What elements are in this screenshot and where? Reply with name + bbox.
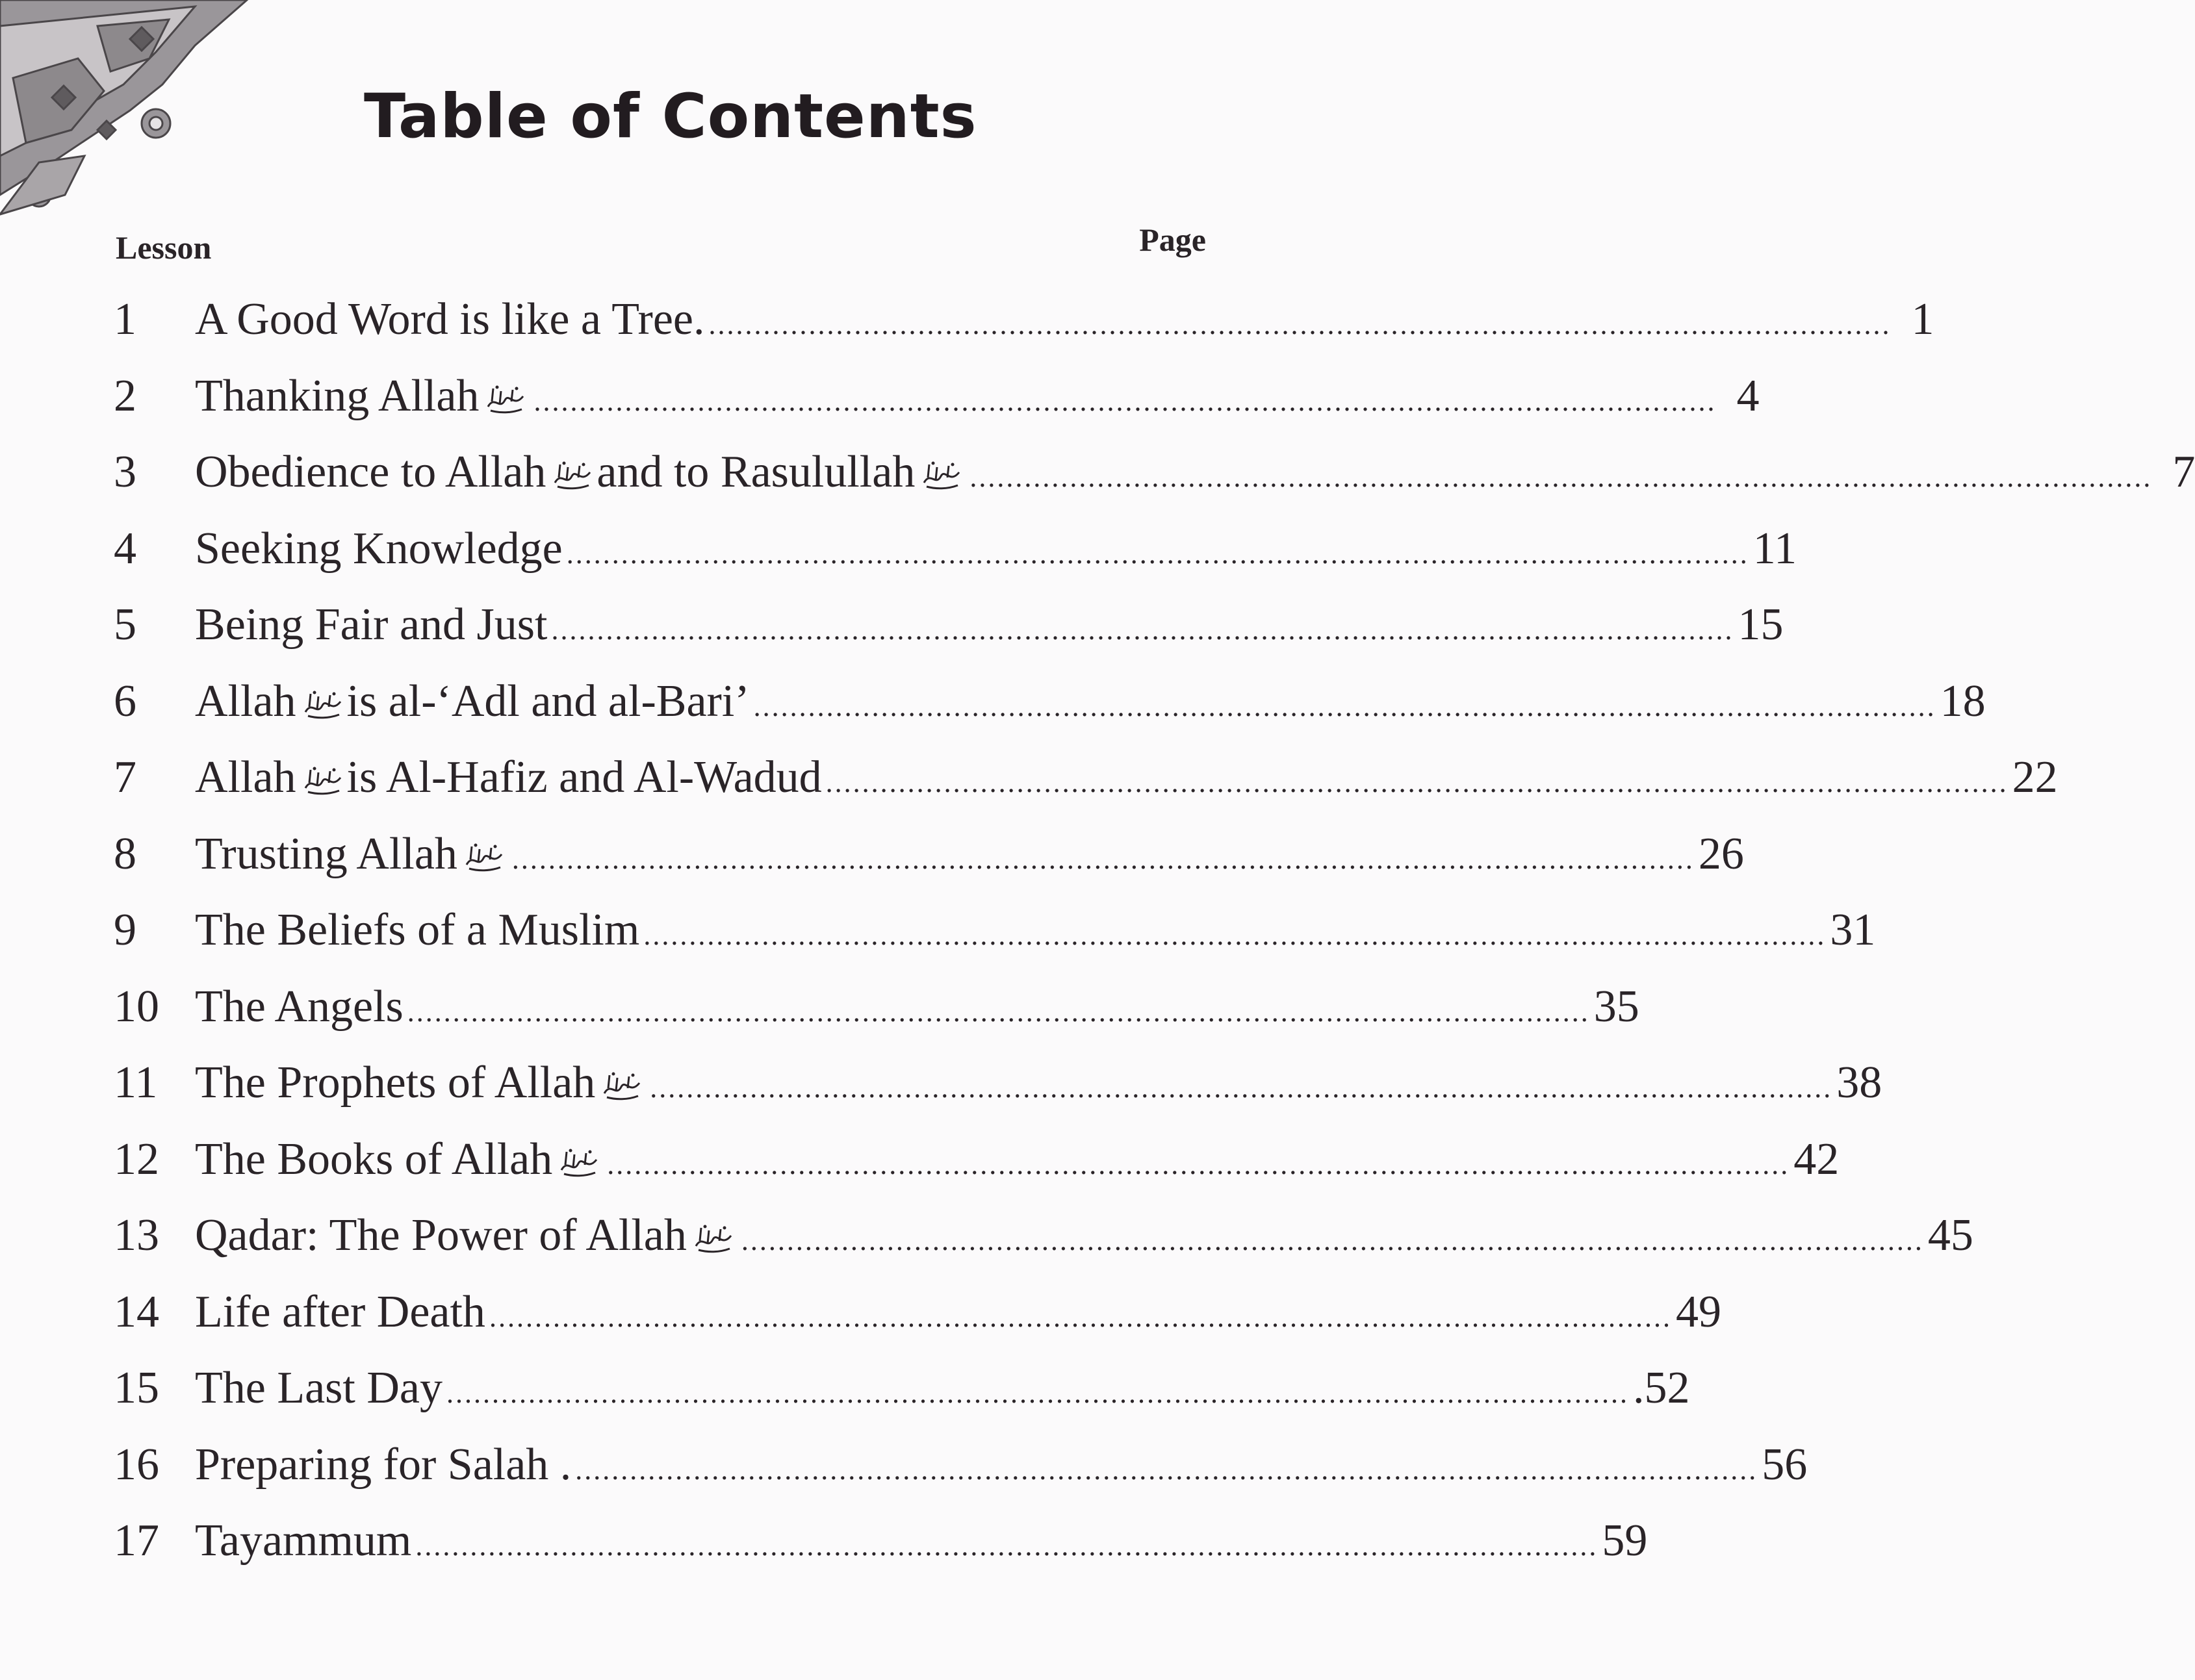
lesson-title-text: The Last Day xyxy=(195,1363,443,1413)
dot-leader: .................................................................................................................................. xyxy=(969,461,2153,493)
dot-leader: .................................................................................................................................. xyxy=(489,1301,1672,1333)
dot-leader: .................................................................................................................................. xyxy=(607,1148,1790,1180)
lesson-number: 8 xyxy=(114,828,136,879)
dot-leader: .................................................................................................................................. xyxy=(407,995,1590,1028)
page-number: 49 xyxy=(1675,1286,1721,1337)
lesson-title-text: The Angels xyxy=(195,981,404,1032)
lesson-title-text: Obedience to Allah xyxy=(195,447,546,497)
lesson-number: 3 xyxy=(114,447,136,497)
islamic-geometric-ornament-icon xyxy=(0,0,273,234)
subhanahu-calligraphy-icon xyxy=(693,1221,734,1254)
lesson-title xyxy=(195,1134,603,1186)
lesson-title-text: Preparing for Salah . xyxy=(195,1439,572,1490)
lesson-number: 16 xyxy=(114,1439,159,1490)
page-number: 45 xyxy=(1927,1210,1973,1260)
lesson-title xyxy=(195,599,547,651)
page-number: 59 xyxy=(1602,1516,1648,1566)
lesson-title-text: The Prophets of Allah xyxy=(195,1058,596,1108)
page-number: 38 xyxy=(1836,1058,1882,1108)
page-number: .52 xyxy=(1632,1363,1690,1413)
toc-entry[interactable] xyxy=(114,523,1797,581)
lesson-title-continued: is al-‘Adl and al-Bari’ xyxy=(346,676,750,726)
page-number: 22 xyxy=(2012,752,2058,802)
lesson-title xyxy=(195,752,822,804)
toc-entry[interactable] xyxy=(114,1362,1690,1421)
page-number: 31 xyxy=(1830,905,1876,955)
lesson-title xyxy=(195,904,639,956)
subhanahu-calligraphy-icon xyxy=(602,1069,642,1101)
lesson-number: 15 xyxy=(114,1363,159,1413)
subhanahu-calligraphy-icon xyxy=(559,1145,599,1178)
lesson-title-text: Being Fair and Just xyxy=(195,600,548,650)
dot-leader: .................................................................................................................................. xyxy=(566,537,1749,570)
lesson-title-continued: and to Rasulullah xyxy=(597,447,916,497)
lesson-title-text: Thanking Allah xyxy=(195,370,480,421)
page-number: 11 xyxy=(1752,523,1797,574)
lesson-title xyxy=(195,446,966,498)
subhanahu-calligraphy-icon xyxy=(303,763,343,796)
dot-leader: .................................................................................................................................. xyxy=(825,767,2009,798)
lesson-title xyxy=(195,676,750,728)
toc-entry[interactable] xyxy=(114,294,1934,352)
toc-entry[interactable] xyxy=(114,1210,1973,1268)
page-number: 4 xyxy=(1736,370,1760,421)
lesson-title xyxy=(195,981,404,1033)
lesson-title xyxy=(195,370,530,422)
page-number: 1 xyxy=(1911,294,1934,344)
toc-entry[interactable] xyxy=(114,446,2195,505)
lesson-title-text: The Books of Allah xyxy=(195,1134,553,1184)
page-title: Table of Contents xyxy=(364,81,977,152)
dot-leader: .................................................................................................................................. xyxy=(708,309,1892,340)
page-number: 26 xyxy=(1698,828,1744,879)
lesson-number: 4 xyxy=(114,523,136,574)
lesson-number: 10 xyxy=(114,981,159,1032)
lesson-title xyxy=(195,828,508,880)
toc-entry[interactable] xyxy=(114,752,2058,810)
page-number: 35 xyxy=(1593,981,1639,1032)
dot-leader: .................................................................................................................................. xyxy=(575,1453,1758,1486)
lesson-number: 9 xyxy=(114,905,136,955)
dot-leader: .................................................................................................................................. xyxy=(753,690,1936,722)
toc-entry[interactable] xyxy=(114,904,1876,963)
lesson-number: 1 xyxy=(114,294,136,344)
dot-leader: .................................................................................................................................. xyxy=(741,1225,1924,1256)
toc-entry[interactable] xyxy=(114,599,1784,657)
lesson-title xyxy=(195,294,704,346)
dot-leader: .................................................................................................................................. xyxy=(533,385,1717,417)
toc-entry[interactable] xyxy=(114,370,1760,429)
subhanahu-calligraphy-icon xyxy=(552,458,593,490)
page-number: 56 xyxy=(1762,1439,1808,1490)
lesson-title xyxy=(195,1439,571,1491)
lesson-title xyxy=(195,523,563,575)
lesson-number: 2 xyxy=(114,370,136,421)
toc-entry[interactable] xyxy=(114,1515,1648,1573)
lesson-title-text: Allah xyxy=(195,676,296,726)
lesson-number: 14 xyxy=(114,1286,159,1337)
lesson-number: 13 xyxy=(114,1210,159,1260)
lesson-title-text: Seeking Knowledge xyxy=(195,523,563,574)
lesson-number: 12 xyxy=(114,1134,159,1184)
salla-allahu-calligraphy-icon xyxy=(921,458,962,490)
lesson-number: 5 xyxy=(114,600,136,650)
lesson-title-text: Life after Death xyxy=(195,1286,485,1337)
dot-leader: .................................................................................................................................. xyxy=(643,919,1827,951)
dot-leader: .................................................................................................................................. xyxy=(551,614,1734,646)
subhanahu-calligraphy-icon xyxy=(303,687,343,720)
toc-entry[interactable] xyxy=(114,676,1986,734)
subhanahu-calligraphy-icon xyxy=(485,382,526,414)
lesson-title xyxy=(195,1362,443,1414)
lesson-title-text: The Beliefs of a Muslim xyxy=(195,905,640,955)
lesson-number: 11 xyxy=(114,1058,158,1108)
lesson-title-text: Allah xyxy=(195,752,296,802)
dot-leader: .................................................................................................................................. xyxy=(415,1530,1598,1562)
toc-entry[interactable] xyxy=(114,828,1744,887)
page-number: 15 xyxy=(1738,600,1784,650)
lesson-title xyxy=(195,1286,485,1338)
toc-entry[interactable] xyxy=(114,1286,1721,1345)
lesson-title-text: Trusting Allah xyxy=(195,828,457,879)
lesson-title xyxy=(195,1515,411,1567)
dot-leader: .................................................................................................................................. xyxy=(446,1377,1629,1409)
lesson-title-continued: is Al-Hafiz and Al-Wadud xyxy=(346,752,822,802)
lesson-number: 17 xyxy=(114,1516,159,1566)
toc-entry[interactable] xyxy=(114,1057,1882,1115)
toc-entry[interactable] xyxy=(114,981,1639,1039)
lesson-number: 6 xyxy=(114,676,136,726)
toc-entry[interactable] xyxy=(114,1439,1808,1497)
lesson-number: 7 xyxy=(114,752,136,802)
lesson-title xyxy=(195,1057,646,1109)
page-column-header: Page xyxy=(1139,222,1206,258)
lesson-title-text: A Good Word is like a Tree. xyxy=(195,294,705,344)
page-number: 42 xyxy=(1793,1134,1840,1184)
lesson-title-text: Tayammum xyxy=(195,1516,412,1566)
lesson-title-text: Qadar: The Power of Allah xyxy=(195,1210,687,1260)
dot-leader: .................................................................................................................................. xyxy=(511,843,1695,875)
page-number: 18 xyxy=(1940,676,1986,726)
subhanahu-calligraphy-icon xyxy=(464,840,504,872)
dot-leader: .................................................................................................................................. xyxy=(650,1072,1833,1104)
lesson-column-header: Lesson xyxy=(116,229,212,266)
lesson-title xyxy=(195,1210,738,1262)
toc-entry[interactable] xyxy=(114,1134,1840,1192)
page-number: 7 xyxy=(2172,447,2195,497)
